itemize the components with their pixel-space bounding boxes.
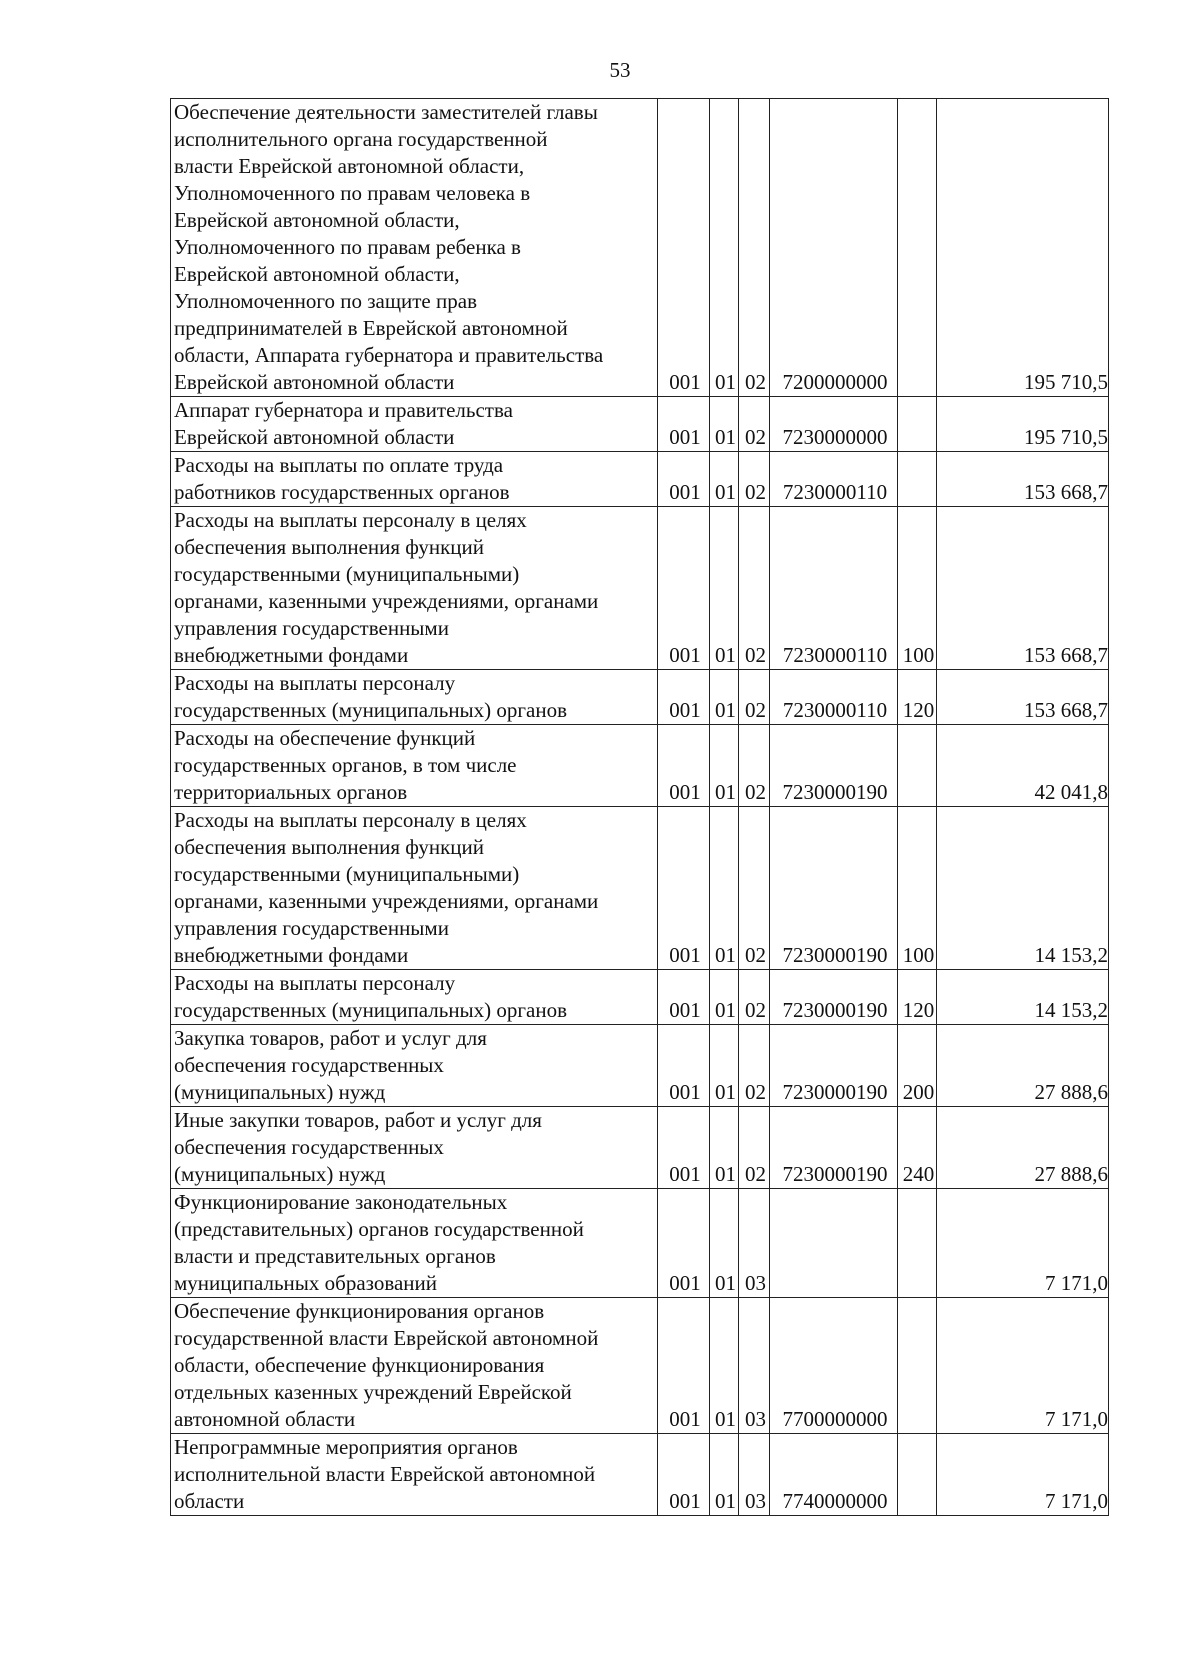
target-article-cell: 7740000000 [770,1434,898,1516]
grbs-code-cell: 001 [658,507,710,670]
target-article-cell [770,1189,898,1298]
amount-cell: 153 668,7 [937,507,1109,670]
item-name-line: органами, казенными учреждениями, органами [174,589,599,613]
item-name-line: Непрограммные мероприятия органов [174,1435,518,1459]
expense-type-cell [898,99,937,397]
expense-type-cell [898,1434,937,1516]
item-name-cell [171,397,658,452]
item-name-cell [171,452,658,507]
expense-type-cell [898,1189,937,1298]
grbs-code-cell: 001 [658,807,710,970]
target-article-cell: 7230000110 [770,670,898,725]
item-name-cell [171,725,658,807]
item-name-line: государственных органов, в том числе [174,753,517,777]
section-code-cell: 01 [710,670,739,725]
item-name-line: государственными (муниципальными) [174,562,520,586]
item-name-line: области [174,1489,245,1513]
expense-type-cell: 240 [898,1107,937,1189]
section-code-cell: 01 [710,1107,739,1189]
item-name-line: власти и представительных органов [174,1244,496,1268]
item-name-line: (муниципальных) нужд [174,1080,386,1104]
item-name-line: автономной области [174,1407,356,1431]
target-article-cell: 7230000190 [770,807,898,970]
amount-cell: 14 153,2 [937,807,1109,970]
item-name-line: Закупка товаров, работ и услуг для [174,1026,487,1050]
section-code-cell: 01 [710,1298,739,1434]
subsection-code-cell: 02 [739,452,770,507]
section-code-cell: 01 [710,725,739,807]
expense-type-cell [898,452,937,507]
item-name-line: Расходы на обеспечение функций [174,726,476,750]
item-name-line: Обеспечение функционирования органов [174,1299,545,1323]
subsection-code-cell: 02 [739,1025,770,1107]
item-name-line: Иные закупки товаров, работ и услуг для [174,1108,542,1132]
item-name-line: Уполномоченного по правам человека в [174,181,531,205]
item-name-line: обеспечения государственных [174,1053,444,1077]
item-name-line: предпринимателей в Еврейской автономной [174,316,568,340]
grbs-code-cell: 001 [658,1434,710,1516]
item-name-line: Расходы на выплаты по оплате труда [174,453,504,477]
item-name-line: области, обеспечение функционирования [174,1353,545,1377]
subsection-code-cell: 02 [739,725,770,807]
table-row [171,670,1109,725]
grbs-code-cell: 001 [658,99,710,397]
item-name-line: органами, казенными учреждениями, органами [174,889,599,913]
item-name-line: обеспечения выполнения функций [174,835,485,859]
item-name-cell [171,970,658,1025]
table-row [171,99,1109,397]
grbs-code-cell: 001 [658,725,710,807]
target-article-cell: 7230000000 [770,397,898,452]
subsection-code-cell: 02 [739,99,770,397]
grbs-code-cell: 001 [658,1189,710,1298]
target-article-cell: 7230000190 [770,970,898,1025]
subsection-code-cell: 03 [739,1298,770,1434]
table-row [171,452,1109,507]
item-name-line: муниципальных образований [174,1271,437,1295]
table-row [171,807,1109,970]
subsection-code-cell: 03 [739,1434,770,1516]
item-name-line: исполнительного органа государственной [174,127,548,151]
item-name-line: государственных (муниципальных) органов [174,698,568,722]
section-code-cell: 01 [710,397,739,452]
item-name-line: Расходы на выплаты персоналу в целях [174,508,527,532]
item-name-line: управления государственными [174,916,449,940]
expense-type-cell [898,1298,937,1434]
table-row [171,1189,1109,1298]
amount-cell: 7 171,0 [937,1298,1109,1434]
expense-type-cell [898,725,937,807]
amount-cell: 27 888,6 [937,1025,1109,1107]
item-name-line: обеспечения государственных [174,1135,444,1159]
item-name-line: Обеспечение деятельности заместителей главы [174,100,598,124]
target-article-cell: 7230000190 [770,725,898,807]
item-name-line: обеспечения выполнения функций [174,535,485,559]
expense-type-cell: 120 [898,970,937,1025]
item-name-cell [171,507,658,670]
section-code-cell: 01 [710,970,739,1025]
item-name-line: государственных (муниципальных) органов [174,998,568,1022]
item-name-line: Расходы на выплаты персоналу в целях [174,808,527,832]
item-name-line: области, Аппарата губернатора и правительства [174,343,604,367]
item-name-cell [171,1107,658,1189]
grbs-code-cell: 001 [658,1025,710,1107]
grbs-code-cell: 001 [658,1107,710,1189]
table-row [171,1434,1109,1516]
item-name-cell [171,1434,658,1516]
item-name-line: государственной власти Еврейской автономной [174,1326,599,1350]
table-row [171,1025,1109,1107]
subsection-code-cell: 02 [739,1107,770,1189]
item-name-line: работников государственных органов [174,480,510,504]
section-code-cell: 01 [710,99,739,397]
section-code-cell: 01 [710,1189,739,1298]
item-name-line: исполнительной власти Еврейской автономной [174,1462,596,1486]
item-name-line: Уполномоченного по защите прав [174,289,477,313]
section-code-cell: 01 [710,1434,739,1516]
item-name-line: территориальных органов [174,780,408,804]
item-name-cell [171,670,658,725]
item-name-line: Расходы на выплаты персоналу [174,971,456,995]
item-name-line: Еврейской автономной области, [174,208,460,232]
amount-cell: 153 668,7 [937,452,1109,507]
item-name-cell [171,99,658,397]
grbs-code-cell: 001 [658,970,710,1025]
expense-type-cell [898,397,937,452]
expense-type-cell: 200 [898,1025,937,1107]
item-name-cell [171,807,658,970]
item-name-line: Еврейской автономной области [174,370,455,394]
item-name-line: Функционирование законодательных [174,1190,508,1214]
section-code-cell: 01 [710,807,739,970]
item-name-line: внебюджетными фондами [174,643,409,667]
page-number: 53 [609,58,631,82]
item-name-line: (муниципальных) нужд [174,1162,386,1186]
item-name-line: (представительных) органов государственной [174,1217,584,1241]
item-name-line: власти Еврейской автономной области, [174,154,525,178]
table-row [171,1107,1109,1189]
target-article-cell: 7230000190 [770,1025,898,1107]
subsection-code-cell: 02 [739,397,770,452]
expense-type-cell: 120 [898,670,937,725]
amount-cell: 7 171,0 [937,1434,1109,1516]
target-article-cell: 7200000000 [770,99,898,397]
item-name-line: внебюджетными фондами [174,943,409,967]
section-code-cell: 01 [710,452,739,507]
item-name-line: Расходы на выплаты персоналу [174,671,456,695]
target-article-cell: 7700000000 [770,1298,898,1434]
item-name-line: Аппарат губернатора и правительства [174,398,513,422]
amount-cell: 42 041,8 [937,725,1109,807]
subsection-code-cell: 02 [739,670,770,725]
target-article-cell: 7230000110 [770,452,898,507]
expense-type-cell: 100 [898,507,937,670]
target-article-cell: 7230000190 [770,1107,898,1189]
amount-cell: 7 171,0 [937,1189,1109,1298]
grbs-code-cell: 001 [658,452,710,507]
grbs-code-cell: 001 [658,397,710,452]
amount-cell: 195 710,5 [937,397,1109,452]
amount-cell: 195 710,5 [937,99,1109,397]
item-name-line: Еврейской автономной области [174,425,455,449]
table-row [171,507,1109,670]
table-row [171,970,1109,1025]
item-name-line: Уполномоченного по правам ребенка в [174,235,521,259]
section-code-cell: 01 [710,1025,739,1107]
subsection-code-cell: 02 [739,507,770,670]
item-name-line: отдельных казенных учреждений Еврейской [174,1380,572,1404]
item-name-line: управления государственными [174,616,449,640]
item-name-cell [171,1025,658,1107]
table-row [171,397,1109,452]
table-body [171,99,1109,1516]
table-row [171,725,1109,807]
expense-type-cell: 100 [898,807,937,970]
item-name-cell [171,1189,658,1298]
subsection-code-cell: 03 [739,1189,770,1298]
subsection-code-cell: 02 [739,807,770,970]
item-name-line: Еврейской автономной области, [174,262,460,286]
amount-cell: 14 153,2 [937,970,1109,1025]
target-article-cell: 7230000110 [770,507,898,670]
subsection-code-cell: 02 [739,970,770,1025]
grbs-code-cell: 001 [658,670,710,725]
budget-table [170,98,1109,1516]
item-name-line: государственными (муниципальными) [174,862,520,886]
amount-cell: 27 888,6 [937,1107,1109,1189]
table-row [171,1298,1109,1434]
item-name-cell [171,1298,658,1434]
amount-cell: 153 668,7 [937,670,1109,725]
section-code-cell: 01 [710,507,739,670]
grbs-code-cell: 001 [658,1298,710,1434]
